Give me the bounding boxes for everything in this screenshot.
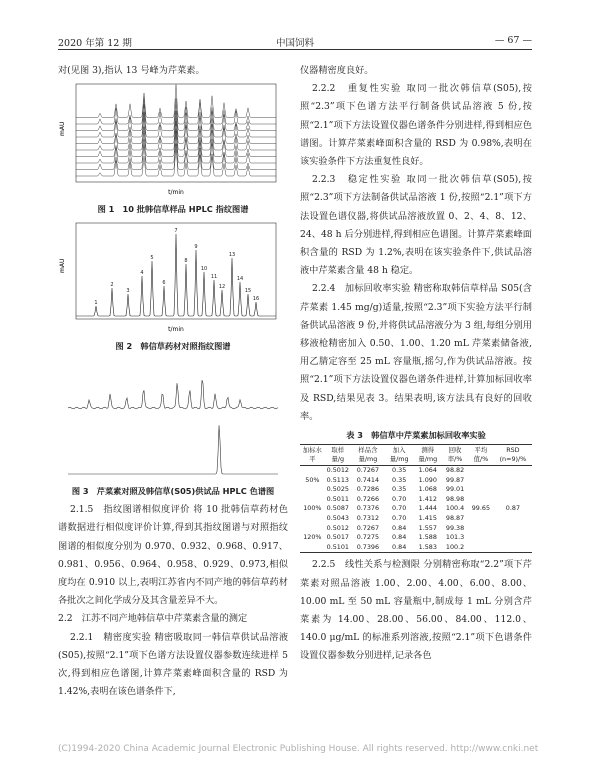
table-header-row: [300, 445, 532, 466]
peak-label: 4: [140, 270, 144, 277]
table-cell: 0.7286: [356, 485, 380, 494]
table-cell: 1.090: [418, 475, 437, 484]
right-column: [300, 62, 532, 666]
table-cell: 0.84: [392, 533, 407, 542]
section-2-2-1-title: 2.2.1 精密度实验: [70, 631, 152, 643]
table-cell: 0.7414: [356, 475, 380, 484]
table-row: [300, 466, 532, 476]
left-column: [58, 62, 288, 701]
table-cell-level: 100%: [303, 504, 322, 513]
table-cell: 0.84: [385, 543, 414, 553]
section-2-2-1: [58, 629, 288, 702]
table-header-cell: 平均值/%: [468, 445, 494, 466]
running-header: [58, 33, 532, 50]
section-2-2-3-title: 2.2.3 稳定性实验: [312, 174, 402, 186]
peak-label: 10: [200, 266, 208, 273]
table-cell-level: 120%: [300, 524, 325, 553]
table-cell: 99.38: [445, 523, 465, 532]
section-2-2-2: [300, 80, 532, 171]
table-cell: 99.01: [445, 485, 465, 494]
peak-label: 7: [174, 228, 178, 235]
peak-label: 14: [236, 276, 244, 283]
table-header-cell: 取样量/g: [325, 445, 351, 466]
copyright-footer: (C)1994-2020 China Academic Journal Electronic Publishing House. All rights reserved. http://www.cnki.net: [58, 744, 539, 754]
table-cell: 0.7275: [356, 533, 380, 542]
table-cell: 0.7267: [356, 466, 380, 475]
section-2-2-4-text: 精密称取韩信草样品 S05(含芹菜素 1.45 mg/g)适量,按照“2.3”项下实验方法平行制备供试品溶液 9 份,并将供试品溶液分为 3 组,每组分别用移液枪精密加入 0.50、1.00、1.20 mL 芹菜素储备液,用乙腈定容至 25 mL 容量瓶,摇匀,作为供试品溶液。按照“2.1”项下方法设置仪器色谱条件进样,计算加标回收率及 RSD,结果见表 3。结果表明,该方法具有良好的回收率。: [300, 283, 532, 422]
section-2-2-4-title: 2.2.4 加标回收率实验: [312, 283, 411, 295]
section-2-2-title: 2.2 江苏不同产地韩信草中芹菜素含量的测定: [58, 613, 248, 625]
section-2-2-5-title: 2.2.5 线性关系与检测限: [312, 559, 421, 571]
table-cell: 1.068: [418, 485, 437, 494]
table-cell: 0.35: [392, 475, 407, 484]
table-cell-level: 50%: [305, 475, 320, 484]
table-cell: 0.5011: [326, 494, 349, 503]
table-cell: 0.7376: [356, 504, 380, 513]
figure-2: [58, 219, 288, 339]
table-cell: 0.70: [392, 514, 407, 523]
peak-label: 13: [228, 252, 236, 259]
table-header-cell: 加标水平: [300, 445, 325, 466]
table-cell: 0.5087: [326, 504, 349, 513]
peak-label: 9: [194, 244, 198, 251]
table-header-cell: 回收率/%: [442, 445, 468, 466]
table-header-cell: 测得量/mg: [413, 445, 442, 466]
table-cell: 0.35: [392, 466, 407, 475]
issue-label: 2020 年第 12 期: [58, 38, 132, 49]
table-cell: 1.064: [418, 466, 437, 475]
peak-label: 15: [244, 288, 252, 295]
table-cell: 0.5025: [326, 485, 349, 494]
table-cell: 1.415: [418, 514, 437, 523]
figure-3: [58, 356, 288, 484]
table-cell: 0.5101: [325, 543, 351, 553]
table-cell-rsd: 0.87: [494, 466, 532, 553]
peak-label: 8: [184, 258, 188, 265]
peak-label: 5: [150, 255, 154, 262]
x-axis-label: t/min: [168, 326, 184, 334]
table-cell: 1.583: [413, 543, 442, 553]
table-cell: 101.3: [445, 533, 465, 542]
section-2-1-5-title: 2.1.5 指纹图谱相似度评价: [70, 504, 190, 516]
table-header-cell: 加入量/mg: [385, 445, 414, 466]
table-cell: 1.412: [418, 494, 437, 503]
paragraph: 对(见图 3),指认 13 号峰为芹菜素。: [58, 65, 205, 76]
table-cell-average: 99.65: [468, 466, 494, 553]
table-cell: 0.35: [392, 485, 407, 494]
table-cell: 98.82: [445, 466, 465, 475]
page-number: — 67 —: [494, 35, 532, 46]
peak-label: 11: [210, 274, 218, 281]
table-cell: 0.70: [392, 504, 407, 513]
figure-3-caption: 图 3 芹菜素对照及韩信草(S05)供试品 HPLC 色谱图: [71, 486, 275, 497]
table-header-cell: RSD (n=9)/%: [494, 445, 532, 466]
table-cell: 99.87: [445, 475, 465, 484]
peak-label: 1: [94, 300, 98, 307]
table-cell: 100.2: [442, 543, 468, 553]
table-cell: 0.7312: [356, 514, 380, 523]
y-axis-label: mAU: [59, 121, 66, 137]
table-header-cell: 样品含量/mg: [351, 445, 385, 466]
table-cell: 0.5012: [326, 523, 349, 532]
table-cell: 1.444: [418, 504, 437, 513]
peak-label: 3: [126, 288, 130, 295]
section-2-1-5: [58, 501, 288, 610]
peak-label: 12: [218, 284, 226, 291]
recovery-table: [300, 444, 532, 553]
table-3-caption: 表 3 韩信草中芹菜素加标回收率实验: [346, 430, 486, 441]
table-cell: 1.557: [418, 523, 437, 532]
figure-1-caption: 图 1 10 批韩信草样品 HPLC 指纹图谱: [97, 204, 249, 215]
section-2-2-1-text: 精密吸取同一韩信草供试品溶液(S05),按照“2.1”项下色谱方法设置仪器参数连续进样 5 次,得到相应色谱图,计算芹菜素峰面积含量的 RSD 为 1.42%,表明在该色谱条件下,: [58, 631, 289, 698]
section-2-2-4: [300, 280, 532, 426]
chromatogram-trace: [76, 144, 276, 177]
table-cell: 0.5043: [326, 514, 349, 523]
chromatogram-trace: [76, 127, 276, 157]
section-2-2-3: [300, 171, 532, 280]
table-cell: 1.588: [418, 533, 437, 542]
section-2-2-2-text: 取同一批次韩信草(S05),按照“2.3”项下色谱方法平行制备供试品溶液 5 份,按照“2.1”项下方法设置仪器色谱条件分别进样,得到相应色谱图。计算芹菜素峰面积含量的 RSD 为 0.98%,表明在该实验条件下方法重复性良好。: [300, 83, 532, 168]
table-cell: 0.84: [392, 523, 407, 532]
table-cell: 0.5113: [326, 475, 349, 484]
paragraph: 仪器精密度良好。: [300, 65, 374, 76]
table-cell: 0.5017: [326, 533, 349, 542]
table-cell: 98.98: [445, 494, 465, 503]
section-2-2-2-title: 2.2.2 重复性实验: [312, 83, 402, 95]
table-cell: 98.87: [445, 514, 465, 523]
peak-label: 6: [162, 280, 166, 287]
table-body: [300, 466, 532, 553]
fingerprint-chart-10-batches: [58, 80, 288, 202]
figure-1: [58, 80, 288, 202]
table-cell: 0.7396: [351, 543, 385, 553]
reference-fingerprint-chart: [58, 219, 288, 339]
figure-2-caption: 图 2 韩信草药材对照指纹图谱: [115, 341, 231, 352]
table-cell: 0.7267: [356, 523, 380, 532]
section-2-2-5-text: 分别精密称取“2.2”项下芹菜素对照品溶液 1.00、2.00、4.00、6.00、8.00、10.00 mL 至 50 mL 容量瓶中,制成每 1 mL 分别含芹菜素为 14.00、28.00、56.00、84.00、112.0、140.0 μg/mL 的标准系列溶液,按照“2.1”项下色谱条件设置仪器参数分别进样,记录各色: [300, 559, 532, 662]
x-axis-label: t/min: [168, 189, 184, 197]
table-cell: 0.7266: [356, 494, 380, 503]
table-cell: 100.4: [445, 504, 465, 513]
section-2-1-5-text: 将 10 批韩信草药材色谱数据进行相似度评价计算,得到其指纹图谱与对照指纹图谱的相似度分别为 0.970、0.932、0.968、0.917、0.981、0.956、0.964、0.958、0.929、0.973,相似度均在 0.910 以上,表明江苏省内不同产地的韩信草药材各批次之间化学成分及其含量差异不大。: [58, 504, 288, 607]
table-cell: 0.5012: [326, 466, 349, 475]
peak-label: 16: [252, 296, 260, 303]
section-2-2-3-text: 取同一批次韩信草(S05),按照“2.3”项下方法制备供试品溶液 1 份,按照“2.1”项下方法设置色谱仪器,将供试品溶液放置 0、2、4、8、12、24、48 h 后分别进样,得到相应色谱图。计算芹菜素峰面积含量的 RSD 为 1.2%,表明在该实验条件下,供试品溶液中芹菜素含量 48 h 稳定。: [300, 174, 532, 277]
journal-name: 中国饲料: [275, 38, 314, 49]
apigenin-comparison-chromatogram: [58, 356, 288, 484]
table-cell: 0.70: [392, 494, 407, 503]
section-2-2-5: [300, 556, 532, 665]
y-axis-label: mAU: [59, 258, 66, 274]
peak-label: 2: [110, 282, 114, 289]
